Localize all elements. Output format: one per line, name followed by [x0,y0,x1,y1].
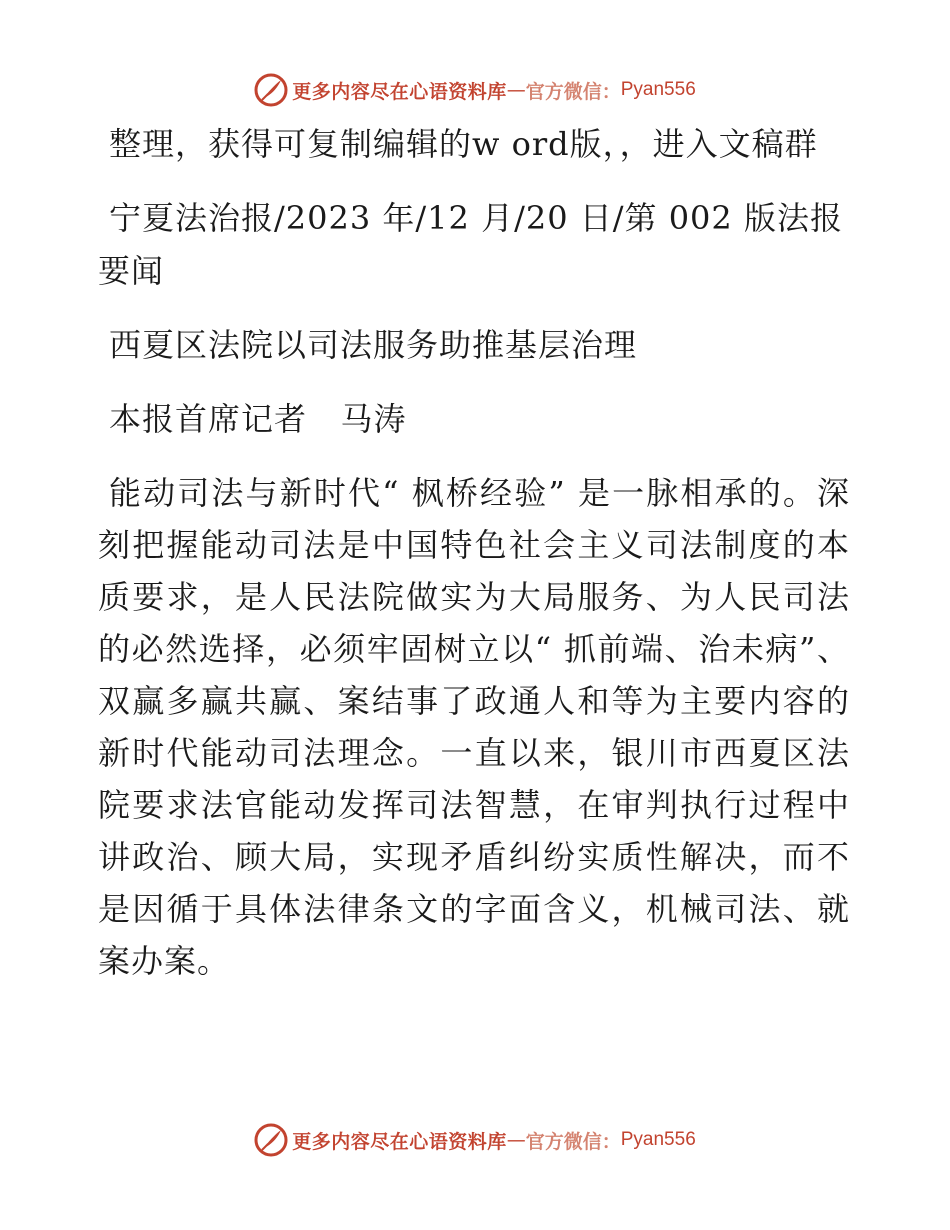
banner-wechat-id: Pyan556 [620,1129,696,1150]
source-line: 宁夏法治报/2023 年/12 月/20 日/第 002 版法报要闻 [98,199,843,290]
banner-dash: — [506,79,526,101]
article-title: 西夏区法院以司法服务助推基层治理 [109,326,638,364]
banner-dash: — [506,1129,526,1151]
banner-text: 更多内容尽在心语资料库 [292,80,507,103]
header-banner [0,70,950,110]
feather-logo-icon [254,1123,288,1157]
banner-wechat-label: 官方微信： [525,1130,621,1153]
banner-wechat-label: 官方微信： [525,80,621,103]
byline: 本报首席记者 马涛 [109,400,407,438]
article-paragraph: 能动司法与新时代“ 枫桥经验” 是一脉相承的。深刻把握能动司法是中国特色社会主义司法制度的本质要求，是人民法院做实为大局服务、为人民司法的必然选择，必须牢固树立以“ 抓前端、治未病”、双赢多赢共赢、案结事了政通人和等为主要内容的新时代能动司法理念。一直以来，银川市西夏区法院要求法官能动发挥司法智慧，在审判执行过程中讲政治、顾大局，实现矛盾纠纷实质性解决，而不是因循于具体法律条文的字面含义，机械司法、就案办案。 [98,474,850,980]
editing-note: 整理，获得可复制编辑的w ord版，，进入文稿群 [109,125,818,163]
feather-logo-icon [254,73,288,107]
footer-banner [0,1120,950,1160]
banner-text: 更多内容尽在心语资料库 [292,1130,507,1153]
banner-wechat-id: Pyan556 [620,79,696,100]
document-body [98,118,850,1008]
